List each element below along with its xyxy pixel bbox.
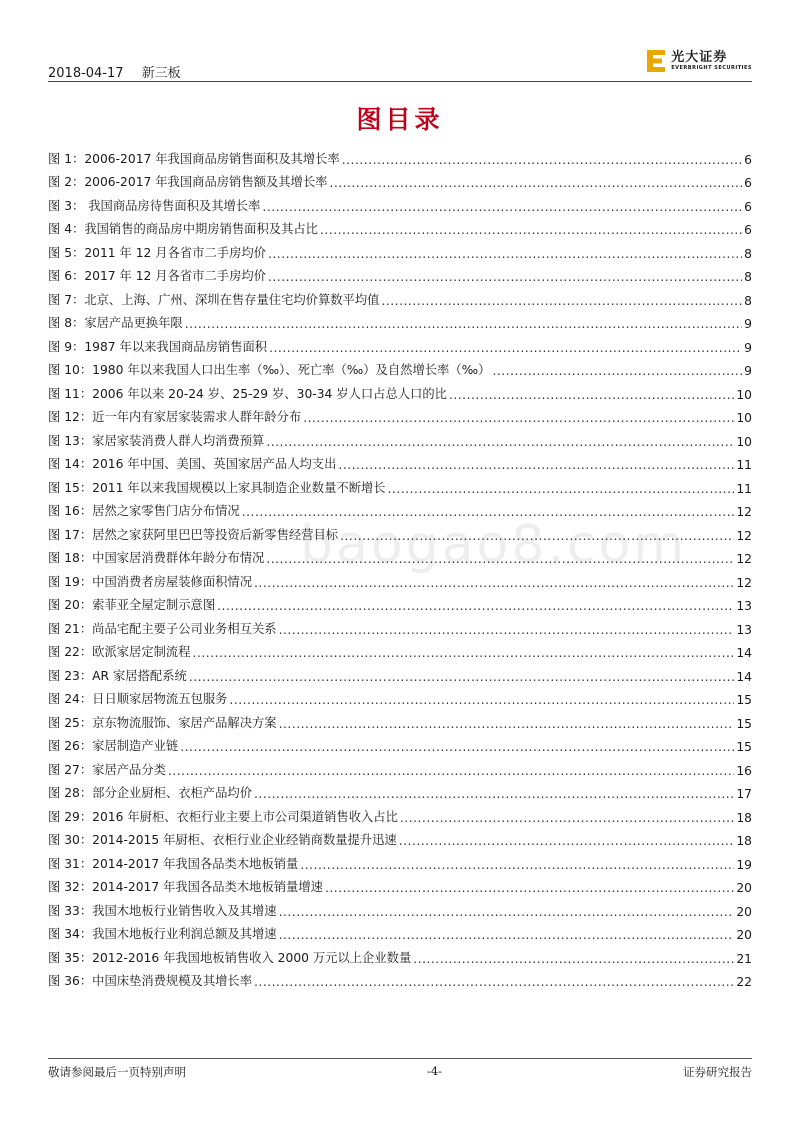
toc-entry[interactable] — [48, 472, 752, 496]
toc-leader-dots — [254, 787, 734, 801]
toc-entry-page: 14 — [736, 669, 752, 684]
toc-leader-dots — [400, 811, 734, 825]
toc-entry-page: 12 — [736, 575, 752, 590]
toc-entry[interactable] — [48, 167, 752, 191]
toc-entry[interactable] — [48, 684, 752, 708]
report-date: 2018-04-17 — [48, 66, 124, 81]
toc-entry[interactable] — [48, 825, 752, 849]
logo-chinese-name: 光大证券 — [671, 50, 728, 65]
toc-entry-page: 10 — [736, 411, 752, 425]
toc-entry-page: 6 — [744, 176, 752, 190]
toc-entry-page: 10 — [736, 434, 752, 449]
toc-entry-label: 图 35：2012-2016 年我国地板销售收入 2000 万元以上企业数量 — [48, 950, 412, 965]
toc-leader-dots — [193, 646, 735, 660]
toc-leader-dots — [185, 317, 742, 331]
toc-leader-dots — [303, 411, 734, 425]
toc-entry[interactable] — [48, 237, 752, 261]
toc-entry-page: 9 — [744, 317, 752, 331]
toc-leader-dots — [217, 599, 734, 613]
toc-entry-label: 图 9：1987 年以来我国商品房销售面积 — [48, 339, 268, 354]
toc-entry[interactable] — [48, 613, 752, 637]
toc-entry-page: 15 — [736, 740, 752, 754]
toc-entry[interactable] — [48, 331, 752, 355]
toc-entry[interactable] — [48, 942, 752, 966]
toc-entry-label: 图 11：2006 年以来 20-24 岁、25-29 岁、30-34 岁人口占总人口的比 — [48, 386, 447, 401]
toc-entry-label: 图 32：2014-2017 年我国各品类木地板销量增速 — [48, 880, 323, 894]
toc-entry[interactable] — [48, 872, 752, 896]
toc-leader-dots — [300, 858, 734, 872]
toc-leader-dots — [492, 364, 742, 378]
toc-entry[interactable] — [48, 425, 752, 449]
company-logo — [647, 50, 752, 72]
toc-entry-label: 图 34：我国木地板行业利润总额及其增速 — [48, 927, 277, 941]
toc-entry[interactable] — [48, 308, 752, 332]
header-divider — [48, 81, 752, 82]
toc-entry-label: 图 22：欧派家居定制流程 — [48, 645, 191, 659]
toc-entry-label: 图 28：部分企业厨柜、衣柜产品均价 — [48, 786, 253, 800]
toc-entry[interactable] — [48, 707, 752, 731]
toc-entry-page: 15 — [736, 716, 752, 731]
toc-entry-page: 20 — [736, 881, 752, 895]
toc-entry-page: 12 — [736, 552, 752, 566]
toc-entry-page: 20 — [736, 928, 752, 942]
toc-entry-label: 图 36：中国床垫消费规模及其增长率 — [48, 974, 253, 988]
toc-leader-dots — [329, 176, 742, 190]
toc-entry[interactable] — [48, 496, 752, 520]
toc-leader-dots — [268, 247, 742, 261]
footer-report-type: 证券研究报告 — [683, 1065, 752, 1079]
toc-leader-dots — [180, 740, 734, 754]
toc-entry[interactable] — [48, 566, 752, 590]
toc-leader-dots — [320, 223, 742, 237]
toc-entry-page: 19 — [736, 857, 752, 872]
toc-leader-dots — [399, 834, 735, 848]
toc-entry-page: 8 — [744, 246, 752, 261]
toc-entry-page: 17 — [736, 787, 752, 801]
toc-entry-page: 13 — [736, 599, 752, 613]
toc-entry[interactable] — [48, 449, 752, 473]
toc-entry-page: 9 — [744, 340, 752, 355]
toc-entry-label: 图 16：居然之家零售门店分布情况 — [48, 504, 240, 518]
toc-leader-dots — [268, 270, 742, 284]
toc-leader-dots — [254, 975, 734, 989]
toc-entry-page: 14 — [736, 646, 752, 660]
footer-disclaimer: 敬请参阅最后一页特别声明 — [48, 1065, 186, 1079]
toc-entry[interactable] — [48, 966, 752, 990]
toc-entry-page: 8 — [744, 270, 752, 284]
toc-leader-dots — [262, 200, 742, 214]
toc-leader-dots — [266, 552, 734, 566]
toc-entry[interactable] — [48, 848, 752, 872]
toc-entry-page: 6 — [744, 223, 752, 237]
report-category: 新三板 — [141, 66, 181, 81]
toc-entry-label: 图 30：2014-2015 年厨柜、衣柜行业企业经销商数量提升迅速 — [48, 833, 397, 847]
toc-entry-page: 21 — [736, 951, 752, 966]
toc-entry-page: 15 — [736, 693, 752, 707]
toc-entry-label: 图 17：居然之家获阿里巴巴等投资后新零售经营目标 — [48, 527, 339, 542]
page-footer — [48, 1064, 752, 1080]
toc-entry-page: 13 — [736, 622, 752, 637]
toc-entry-page: 6 — [744, 199, 752, 214]
everbright-logo-icon — [647, 50, 665, 72]
toc-entry-label: 图 13：家居家装消费人群人均消费预算 — [48, 433, 265, 448]
toc-entry-label: 图 15：2011 年以来我国规模以上家具制造企业数量不断增长 — [48, 480, 386, 495]
toc-leader-dots — [388, 482, 735, 496]
toc-entry-label: 图 20：索菲亚全屋定制示意图 — [48, 598, 216, 612]
toc-entry-label: 图 31：2014-2017 年我国各品类木地板销量 — [48, 856, 299, 871]
toc-leader-dots — [381, 294, 742, 308]
toc-entry-label: 图 5：2011 年 12 月各省市二手房均价 — [48, 245, 266, 260]
toc-leader-dots — [340, 529, 734, 543]
toc-entry-label: 图 8：家居产品更换年限 — [48, 316, 183, 330]
toc-entry-page: 22 — [736, 975, 752, 989]
toc-leader-dots — [242, 505, 735, 519]
toc-entry[interactable] — [48, 214, 752, 238]
page-header — [48, 62, 195, 81]
toc-entry-label: 图 21：尚品宅配主要子公司业务相互关系 — [48, 621, 277, 636]
toc-leader-dots — [338, 458, 734, 472]
toc-entry[interactable] — [48, 355, 752, 379]
toc-entry[interactable] — [48, 284, 752, 308]
toc-entry-label: 图 19：中国消费者房屋装修面积情况 — [48, 574, 253, 589]
toc-entry[interactable] — [48, 754, 752, 778]
toc-entry-label: 图 18：中国家居消费群体年龄分布情况 — [48, 551, 265, 565]
toc-entry-page: 11 — [736, 458, 752, 472]
toc-leader-dots — [269, 341, 742, 355]
toc-entry-page: 20 — [736, 904, 752, 919]
toc-entry-label: 图 25：京东物流服饰、家居产品解决方案 — [48, 715, 277, 730]
toc-entry-label: 图 1：2006-2017 年我国商品房销售面积及其增长率 — [48, 151, 340, 166]
toc-entry[interactable] — [48, 801, 752, 825]
toc-entry[interactable] — [48, 895, 752, 919]
toc-entry-label: 图 10：1980 年以来我国人口出生率（‰）、死亡率（‰）及自然增长率（‰） — [48, 363, 491, 377]
watermark: baogao8.com — [300, 515, 688, 575]
toc-entry-label: 图 14：2016 年中国、美国、英国家居产品人均支出 — [48, 457, 337, 471]
toc-leader-dots — [189, 670, 735, 684]
toc-leader-dots — [279, 928, 735, 942]
toc-entry-label: 图 33：我国木地板行业销售收入及其增速 — [48, 903, 277, 918]
toc-entry[interactable] — [48, 519, 752, 543]
toc-entry-label: 图 2：2006-2017 年我国商品房销售额及其增长率 — [48, 175, 328, 189]
toc-entry-page: 9 — [744, 364, 752, 378]
toc-entry-label: 图 12：近一年内有家居家装需求人群年龄分布 — [48, 410, 302, 424]
logo-english-name: EVERBRIGHT SECURITIES — [671, 65, 752, 71]
figure-table-of-contents — [48, 143, 752, 989]
toc-leader-dots — [229, 693, 734, 707]
footer-divider — [48, 1058, 752, 1059]
toc-entry[interactable] — [48, 378, 752, 402]
toc-entry[interactable] — [48, 261, 752, 285]
toc-leader-dots — [266, 435, 734, 449]
page-number: -4- — [426, 1064, 443, 1078]
toc-entry-page: 8 — [744, 293, 752, 308]
toc-leader-dots — [279, 905, 735, 919]
toc-entry[interactable] — [48, 731, 752, 755]
toc-leader-dots — [413, 952, 734, 966]
toc-entry[interactable] — [48, 190, 752, 214]
toc-entry-label: 图 6：2017 年 12 月各省市二手房均价 — [48, 269, 266, 283]
toc-entry-label: 图 26：家居制造产业链 — [48, 739, 179, 753]
toc-entry[interactable] — [48, 543, 752, 567]
toc-entry-label: 图 24：日日顺家居物流五包服务 — [48, 692, 228, 706]
toc-entry-label: 图 7：北京、上海、广州、深圳在售存量住宅均价算数平均值 — [48, 292, 380, 307]
toc-leader-dots — [279, 623, 735, 637]
toc-entry[interactable] — [48, 590, 752, 614]
toc-entry[interactable] — [48, 637, 752, 661]
toc-entry[interactable] — [48, 919, 752, 943]
page-title: 图目录 — [356, 105, 444, 134]
toc-entry-page: 11 — [736, 481, 752, 496]
toc-leader-dots — [279, 717, 735, 731]
toc-entry-page: 18 — [736, 834, 752, 848]
toc-entry-label: 图 3： 我国商品房待售面积及其增长率 — [48, 198, 261, 213]
toc-entry-label: 图 29：2016 年厨柜、衣柜行业主要上市公司渠道销售收入占比 — [48, 809, 398, 824]
toc-entry-label: 图 27：家居产品分类 — [48, 762, 166, 777]
toc-leader-dots — [168, 764, 734, 778]
toc-entry-page: 12 — [736, 528, 752, 543]
toc-entry[interactable] — [48, 778, 752, 802]
toc-entry[interactable] — [48, 660, 752, 684]
toc-entry[interactable] — [48, 402, 752, 426]
toc-entry-page: 6 — [744, 152, 752, 167]
toc-entry-page: 10 — [736, 387, 752, 402]
toc-entry-page: 18 — [736, 810, 752, 825]
toc-leader-dots — [342, 153, 742, 167]
toc-entry-page: 16 — [736, 763, 752, 778]
toc-entry-label: 图 23：AR 家居搭配系统 — [48, 668, 187, 683]
toc-entry[interactable] — [48, 143, 752, 167]
toc-leader-dots — [254, 576, 734, 590]
toc-leader-dots — [325, 881, 734, 895]
toc-leader-dots — [449, 388, 734, 402]
toc-entry-page: 12 — [736, 505, 752, 519]
toc-entry-label: 图 4：我国销售的商品房中期房销售面积及其占比 — [48, 222, 318, 236]
